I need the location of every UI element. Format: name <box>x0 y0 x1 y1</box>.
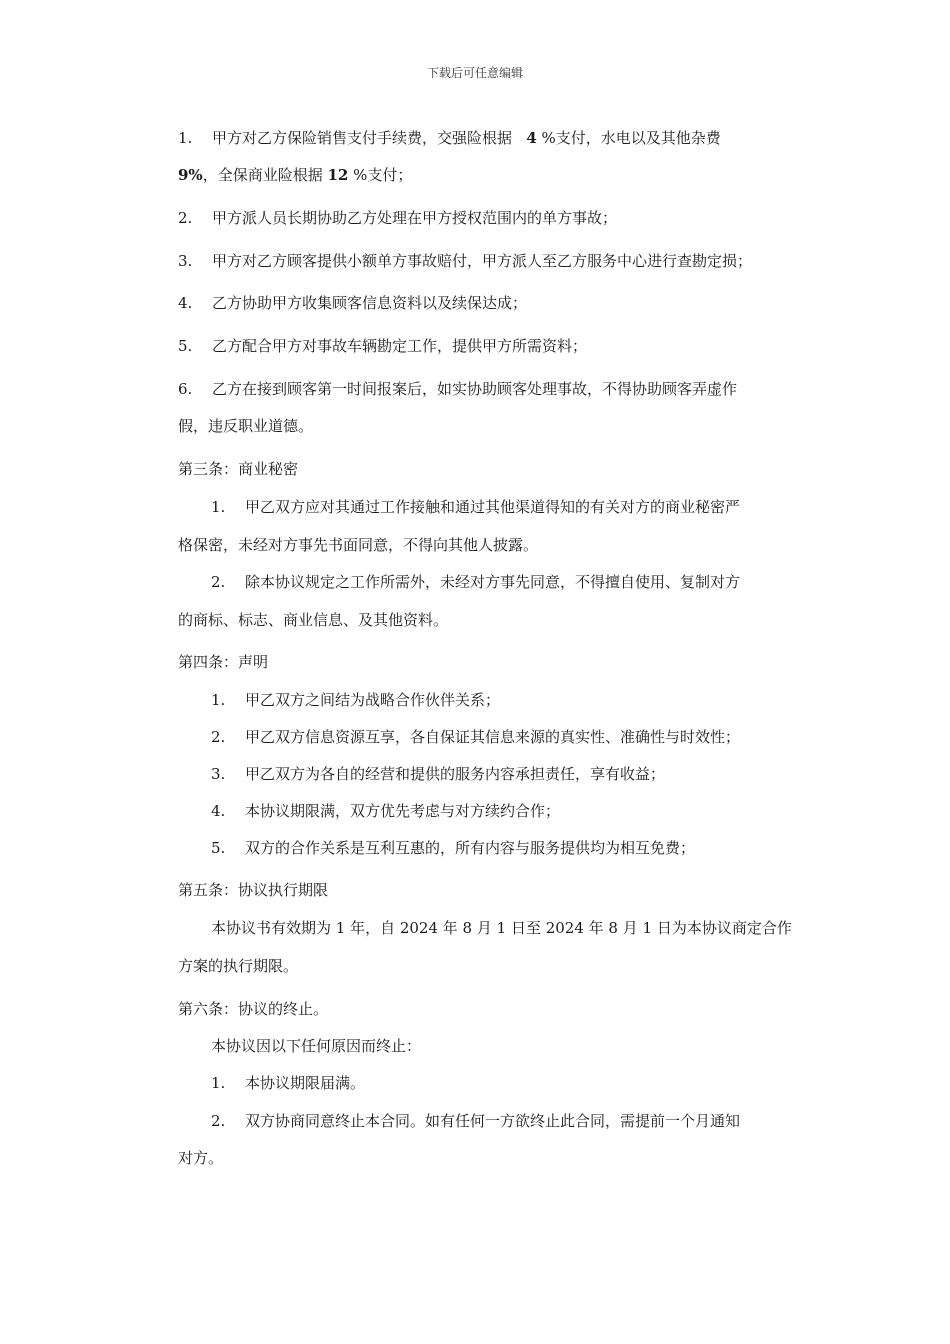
item-text: 假，违反职业道德。 <box>178 417 314 435</box>
list-item <box>211 727 841 747</box>
list-item <box>211 838 841 858</box>
item-text: 的商标、标志、商业信息、及其他资料。 <box>178 611 449 629</box>
item-number: 5. <box>178 337 193 355</box>
item-text: ，全保商业险根据 <box>202 166 323 184</box>
item-number: 2. <box>211 1112 226 1130</box>
list-item-continuation <box>178 1148 808 1168</box>
item-number: 1. <box>211 498 226 516</box>
list-item <box>211 497 841 517</box>
item-number: 2. <box>211 728 226 746</box>
item-text: 除本协议规定之工作所需外，未经对方事先同意，不得擅自使用、复制对方 <box>245 573 741 591</box>
item-number: 4. <box>211 802 226 820</box>
item-text: 甲乙双方为各自的经营和提供的服务内容承担责任，享有收益； <box>245 765 666 783</box>
paragraph-continuation: 方案的执行期限。 <box>178 957 299 975</box>
item-number: 4. <box>178 294 193 312</box>
list-item <box>211 572 841 592</box>
item-text: 乙方配合甲方对事故车辆勘定工作，提供甲方所需资料； <box>212 337 588 355</box>
item-value: 12 <box>327 166 349 184</box>
item-text: 乙方协助甲方收集顾客信息资料以及续保达成； <box>212 294 528 312</box>
item-number: 3. <box>211 765 226 783</box>
list-item-continuation <box>178 416 808 436</box>
section-title: 第六条：协议的终止。 <box>178 1000 329 1018</box>
item-text: %支付； <box>353 166 413 184</box>
item-number: 5. <box>211 839 226 857</box>
item-text: 乙方在接到顾客第一时间报案后，如实协助顾客处理事故，不得协助顾客弄虚作 <box>212 380 738 398</box>
item-number: 1. <box>211 1074 226 1092</box>
list-item <box>178 336 808 356</box>
item-text: 本协议期限满，双方优先考虑与对方续约合作； <box>245 802 561 820</box>
list-item <box>211 1111 841 1131</box>
list-item <box>178 293 808 313</box>
item-number: 1. <box>178 129 193 147</box>
item-text: 甲方派人员长期协助乙方处理在甲方授权范围内的单方事故； <box>212 209 618 227</box>
item-value: 4 <box>526 129 537 147</box>
item-text: 双方的合作关系是互利互惠的，所有内容与服务提供均为相互免费； <box>245 839 696 857</box>
item-number: 2. <box>178 209 193 227</box>
section-title: 第四条：声明 <box>178 653 269 671</box>
item-number: 1. <box>211 691 226 709</box>
list-item <box>211 1073 841 1093</box>
item-text: 甲乙双方应对其通过工作接触和通过其他渠道得知的有关对方的商业秘密严 <box>245 498 741 516</box>
item-number: 3. <box>178 252 193 270</box>
item-text: 本协议期限届满。 <box>245 1074 366 1092</box>
list-item <box>178 379 808 399</box>
item-text: 甲方对乙方顾客提供小额单方事故赔付，甲方派人至乙方服务中心进行查勘定损； <box>212 252 753 270</box>
list-item <box>211 764 841 784</box>
section-title: 第五条：协议执行期限 <box>178 881 329 899</box>
list-item <box>178 128 808 148</box>
paragraph: 本协议因以下任何原因而终止： <box>211 1037 422 1055</box>
item-text: 格保密，未经对方事先书面同意，不得向其他人披露。 <box>178 536 539 554</box>
list-item <box>178 208 808 228</box>
list-item-continuation <box>178 535 808 555</box>
list-item <box>211 690 841 710</box>
paragraph: 本协议书有效期为 1 年，自 2024 年 8 月 1 日至 2024 年 8 月 1 日为本协议商定合作 <box>211 919 792 937</box>
page-header: 下载后可任意编辑 <box>426 66 523 80</box>
list-item-continuation <box>178 165 808 185</box>
item-number: 2. <box>211 573 226 591</box>
list-item <box>211 801 841 821</box>
list-item <box>178 251 808 271</box>
item-text: 双方协商同意终止本合同。如有任何一方欲终止此合同，需提前一个月通知 <box>245 1112 741 1130</box>
item-text: 甲方对乙方保险销售支付手续费，交强险根据 <box>212 129 513 147</box>
item-text: 对方。 <box>178 1149 224 1167</box>
item-text: 甲乙双方信息资源互享，各自保证其信息来源的真实性、准确性与时效性； <box>245 728 741 746</box>
item-text: %支付，水电以及其他杂费 <box>541 129 721 147</box>
item-value: 9% <box>178 166 203 184</box>
item-text: 甲乙双方之间结为战略合作伙伴关系； <box>245 691 501 709</box>
section-title: 第三条：商业秘密 <box>178 460 299 478</box>
list-item-continuation <box>178 610 808 630</box>
item-number: 6. <box>178 380 193 398</box>
